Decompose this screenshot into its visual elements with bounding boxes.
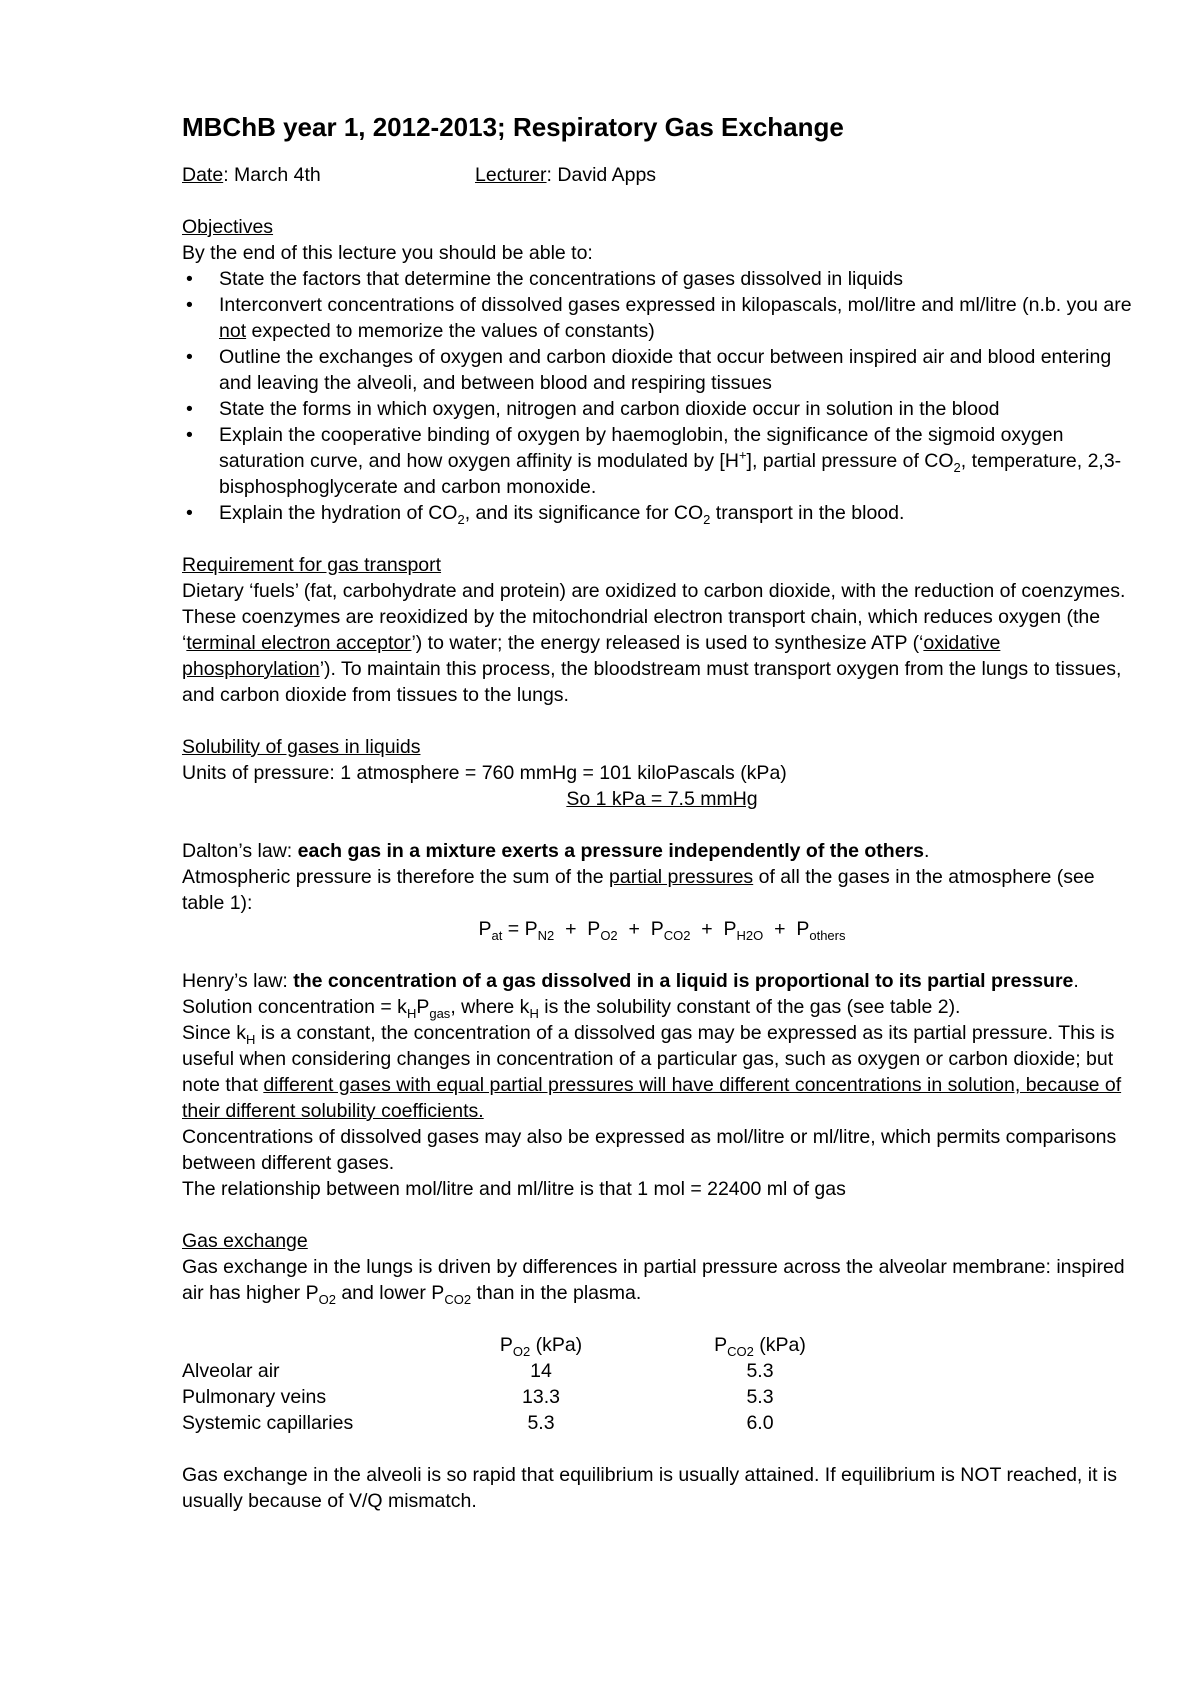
objective-item xyxy=(182,422,1142,500)
underlined-note: different gases with equal partial pressures will have different concentrations in solution, because of their different solubility coefficients. xyxy=(182,1074,1122,1122)
table-header-pco2 xyxy=(650,1332,870,1358)
table-header-po2 xyxy=(432,1332,650,1358)
law-label: Dalton’s law: xyxy=(182,840,298,862)
eq-operator: + xyxy=(554,918,588,940)
term-oxidative-phosphorylation: oxidative phosphorylation xyxy=(182,632,1001,680)
paragraph-text: ’). To maintain this process, the bloodstream must transport oxygen from the lungs to tissues, and carbon dioxide from tissues to the lungs. xyxy=(182,658,1122,706)
eq-symbol: P xyxy=(478,918,492,940)
law-label: Henry’s law: xyxy=(182,970,294,992)
subscript: O2 xyxy=(600,927,618,943)
objective-text: State the forms in which oxygen, nitrogen and carbon dioxide occur in solution in the blood xyxy=(219,398,1000,420)
objective-text: transport in the blood. xyxy=(710,502,905,524)
paragraph-text: Solution concentration = k xyxy=(182,996,407,1018)
subscript: others xyxy=(809,927,846,943)
bullet-icon: • xyxy=(186,424,193,446)
lecturer-field: Lecturer: David Apps xyxy=(475,164,657,186)
requirement-heading: Requirement for gas transport xyxy=(182,554,442,576)
document-page xyxy=(182,110,1142,1514)
objective-text: expected to memorize the values of constants) xyxy=(246,320,655,342)
row-pco2: 5.3 xyxy=(746,1360,774,1382)
paragraph-text: Gas exchange in the lungs is driven by differences in partial pressure across the alveolar membrane: inspired air has higher P xyxy=(182,1256,1125,1304)
eq-operator: + xyxy=(690,918,724,940)
row-po2: 14 xyxy=(530,1360,552,1382)
eq-operator: + xyxy=(763,918,797,940)
superscript: + xyxy=(738,447,747,463)
header-symbol: P xyxy=(714,1334,728,1356)
paragraph-text: Dietary ‘fuels’ (fat, carbohydrate and protein) are oxidized to carbon dioxide, with the reduction of coenzymes. These coenzymes are reoxidized by the mitochondrial electron transport chain, which reduces oxygen (the ‘ xyxy=(182,580,1126,654)
subscript: at xyxy=(491,927,503,943)
subscript: 2 xyxy=(457,511,465,527)
bullet-icon: • xyxy=(186,294,193,316)
concentration-units-text: Concentrations of dissolved gases may also be expressed as mol/litre or ml/litre, which permits comparisons between different gases. xyxy=(182,1126,1117,1174)
eq-symbol: P xyxy=(524,918,538,940)
row-pco2: 6.0 xyxy=(746,1412,774,1434)
solution-concentration-text xyxy=(182,994,1142,1020)
table-header-row xyxy=(182,1332,870,1358)
row-label: Pulmonary veins xyxy=(182,1386,327,1408)
pressure-equation xyxy=(182,916,1142,942)
objective-text: , temperature, 2,3-bisphosphoglycerate and carbon monoxide. xyxy=(219,450,1122,498)
partial-pressure-table xyxy=(182,1332,870,1436)
paragraph-text: than in the plasma. xyxy=(471,1282,642,1304)
objective-item xyxy=(182,344,1142,396)
eq-symbol: P xyxy=(796,918,810,940)
table-row xyxy=(182,1358,870,1384)
paragraph-text: is a constant, the concentration of a dissolved gas may be expressed as its partial pressure. This is useful when considering changes in concentration of a particular gas, such as oxygen or carbon dioxide; but note that xyxy=(182,1022,1115,1096)
objective-text: ], partial pressure of CO xyxy=(746,450,954,472)
bullet-icon: • xyxy=(186,398,193,420)
subscript: H xyxy=(245,1031,256,1047)
document-title: MBChB year 1, 2012-2013; Respiratory Gas Exchange xyxy=(182,112,844,142)
bullet-icon: • xyxy=(186,502,193,524)
solubility-section xyxy=(182,734,1142,1202)
paragraph-text: ’) to water; the energy released is used to synthesize ATP (‘ xyxy=(411,632,924,654)
row-label: Alveolar air xyxy=(182,1360,280,1382)
subscript: N2 xyxy=(537,927,555,943)
solubility-heading: Solubility of gases in liquids xyxy=(182,736,421,758)
eq-symbol: P xyxy=(587,918,601,940)
subscript: gas xyxy=(429,1005,451,1021)
subscript: H xyxy=(529,1005,539,1021)
paragraph-text: , where k xyxy=(450,996,530,1018)
bullet-icon: • xyxy=(186,346,193,368)
requirement-paragraph xyxy=(182,578,1142,708)
objective-item xyxy=(182,396,1142,422)
objectives-list xyxy=(182,266,1142,526)
mol-ml-relationship-text: The relationship between mol/litre and ml/litre is that 1 mol = 22400 ml of gas xyxy=(182,1178,846,1200)
objectives-heading: Objectives xyxy=(182,216,274,238)
eq-symbol: P xyxy=(650,918,664,940)
header-unit: (kPa) xyxy=(753,1334,806,1356)
gas-exchange-heading: Gas exchange xyxy=(182,1230,308,1252)
paragraph-text: of all the gases in the atmosphere (see table 1): xyxy=(182,866,1095,914)
subscript: CO2 xyxy=(727,1343,754,1359)
eq-symbol: P xyxy=(723,918,737,940)
term-partial-pressures: partial pressures xyxy=(609,866,754,888)
dalton-law xyxy=(182,838,1142,864)
objective-text: Explain the hydration of CO xyxy=(219,502,458,524)
row-pco2: 5.3 xyxy=(746,1386,774,1408)
paragraph-text: and lower P xyxy=(335,1282,445,1304)
subscript: CO2 xyxy=(444,1291,472,1307)
lecture-meta xyxy=(182,162,1142,188)
subscript: H2O xyxy=(736,927,764,943)
objective-item xyxy=(182,500,1142,526)
objective-text: State the factors that determine the concentrations of gases dissolved in liquids xyxy=(219,268,903,290)
row-po2: 5.3 xyxy=(527,1412,555,1434)
subscript: CO2 xyxy=(663,927,691,943)
gas-exchange-text xyxy=(182,1254,1142,1306)
atmospheric-pressure-text xyxy=(182,864,1142,916)
table-row xyxy=(182,1410,870,1436)
paragraph-text: Atmospheric pressure is therefore the sum of the xyxy=(182,866,610,888)
date-field: Date: March 4th xyxy=(182,164,321,186)
law-statement: the concentration of a gas dissolved in a liquid is proportional to its partial pressure xyxy=(293,970,1074,992)
henry-law xyxy=(182,968,1142,994)
objective-emphasis: not xyxy=(219,320,247,342)
objectives-intro: By the end of this lecture you should be able to: xyxy=(182,242,593,264)
gas-exchange-section xyxy=(182,1228,1142,1514)
objective-text: Interconvert concentrations of dissolved gases expressed in kilopascals, mol/litre and ml/litre (n.b. you are xyxy=(219,294,1132,316)
equilibrium-text: Gas exchange in the alveoli is so rapid that equilibrium is usually attained. If equilibrium is NOT reached, it is usually because of V/Q mismatch. xyxy=(182,1464,1118,1512)
lecturer-label: Lecturer xyxy=(475,164,547,186)
header-symbol: P xyxy=(499,1334,513,1356)
objective-text: Explain the cooperative binding of oxygen by haemoglobin, the significance of the sigmoid oxygen saturation curve, and how oxygen affinity is modulated by [H xyxy=(219,424,1064,472)
term-terminal-electron-acceptor: terminal electron acceptor xyxy=(186,632,412,654)
table-row xyxy=(182,1384,870,1410)
subscript: O2 xyxy=(318,1291,336,1307)
objective-item xyxy=(182,266,1142,292)
paragraph-text: P xyxy=(416,996,430,1018)
table-header-empty xyxy=(182,1332,432,1358)
eq-operator: = xyxy=(502,918,525,940)
subscript: 2 xyxy=(953,459,961,475)
conversion-line xyxy=(182,786,1142,812)
objective-text: Outline the exchanges of oxygen and carbon dioxide that occur between inspired air and blood entering and leaving the alveoli, and between blood and respiring tissues xyxy=(219,346,1112,394)
punctuation: . xyxy=(1073,970,1079,992)
objective-item xyxy=(182,292,1142,344)
date-label: Date xyxy=(182,164,224,186)
bullet-icon: • xyxy=(186,268,193,290)
conversion-text: So 1 kPa = 7.5 mmHg xyxy=(566,788,758,810)
objectives-section xyxy=(182,214,1142,526)
subscript: H xyxy=(406,1005,417,1021)
row-po2: 13.3 xyxy=(522,1386,560,1408)
row-label: Systemic capillaries xyxy=(182,1412,354,1434)
paragraph-text: Since k xyxy=(182,1022,246,1044)
subscript: 2 xyxy=(703,511,711,527)
requirement-section xyxy=(182,552,1142,708)
since-constant-text xyxy=(182,1020,1142,1124)
lecturer-value: David Apps xyxy=(557,164,657,186)
paragraph-text: is the solubility constant of the gas (see table 2). xyxy=(538,996,961,1018)
date-value: March 4th xyxy=(234,164,321,186)
subscript: O2 xyxy=(512,1343,531,1359)
units-line: Units of pressure: 1 atmosphere = 760 mmHg = 101 kiloPascals (kPa) xyxy=(182,762,787,784)
header-unit: (kPa) xyxy=(530,1334,583,1356)
punctuation: . xyxy=(924,840,930,862)
objective-text: , and its significance for CO xyxy=(464,502,704,524)
law-statement: each gas in a mixture exerts a pressure independently of the others xyxy=(297,840,924,862)
eq-operator: + xyxy=(617,918,651,940)
